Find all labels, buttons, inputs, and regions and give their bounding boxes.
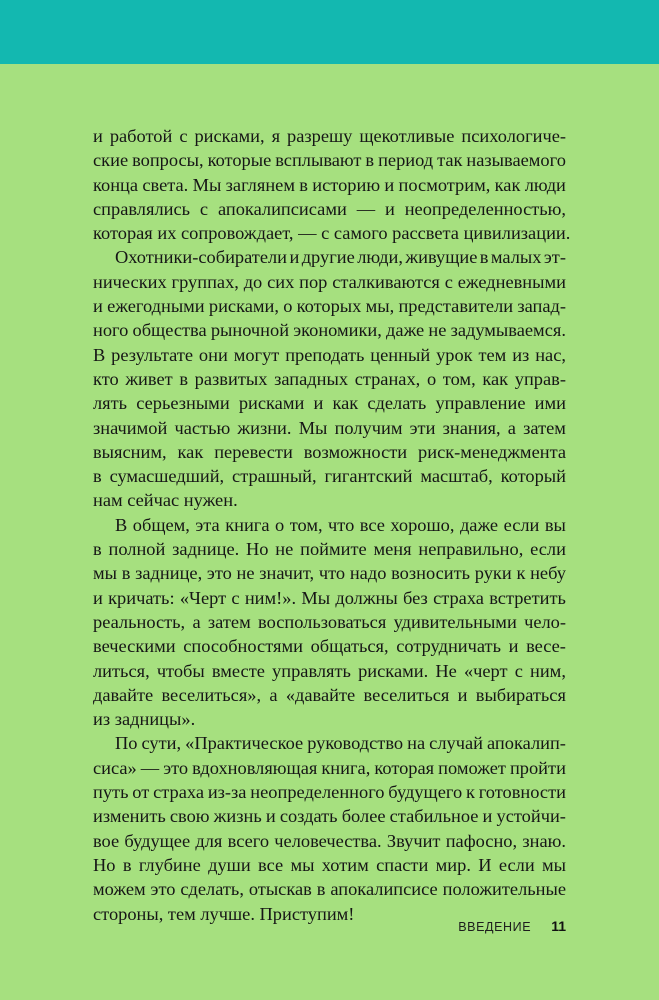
word: рисками, (194, 126, 265, 146)
word: малых (490, 247, 542, 268)
word: которая (374, 757, 435, 778)
word: и (457, 684, 468, 705)
word: души (208, 854, 251, 875)
word: нических (93, 271, 167, 292)
word: называемого (466, 150, 566, 171)
word: частью (174, 417, 231, 438)
word: заднице. (172, 539, 240, 560)
word: получим (334, 417, 403, 438)
word: психологиче- (461, 126, 566, 146)
word: сделать, (180, 879, 244, 900)
word: в (93, 466, 102, 487)
word: руководство (307, 733, 404, 754)
word: не (275, 539, 294, 560)
word: который (500, 466, 566, 487)
text-line (93, 586, 566, 610)
text-line-content: которая их сопровождает, — с самого рассвета цивилизации. (93, 223, 571, 244)
word: посмотрим, (398, 174, 491, 195)
word: создать (279, 806, 338, 827)
word: выбираться (475, 684, 566, 705)
word: путь (93, 782, 129, 803)
page-number: 11 (551, 918, 566, 934)
text-line (93, 367, 566, 391)
word: полной (108, 539, 166, 560)
word: развитых (194, 368, 268, 389)
text-line (93, 853, 566, 877)
word: и (93, 296, 103, 317)
word: заднице, (135, 563, 203, 584)
text-line (93, 659, 566, 683)
word: к (516, 563, 526, 584)
text-line (93, 780, 566, 804)
word: это (163, 757, 189, 778)
word: жизни. (237, 417, 292, 438)
word: Звучит (386, 830, 441, 851)
word: эта (195, 514, 220, 535)
word: веселиться», (161, 684, 262, 705)
text-line-content: из задницы». (93, 709, 196, 730)
word: страха (433, 587, 484, 608)
word: руки (474, 563, 512, 584)
word: люди (524, 174, 566, 195)
word: о (426, 368, 437, 389)
word: хотим (321, 854, 369, 875)
word: все (359, 514, 385, 535)
word: с (444, 271, 453, 292)
word: до (243, 271, 263, 292)
word: веческими (93, 636, 176, 657)
text-line-content: стороны, тем лучше. Приступим! (93, 903, 355, 924)
word: стабильное (389, 806, 479, 827)
word: значимой (93, 417, 168, 438)
word: неправильно, (418, 539, 524, 560)
text-line (93, 537, 566, 561)
word: с (199, 198, 209, 219)
word: — (140, 757, 160, 778)
word: риск-менеджмента (418, 441, 566, 462)
word: вдохновляющая (192, 757, 318, 778)
word: ские (93, 150, 129, 171)
text-line (93, 488, 566, 512)
word: веселиться (363, 684, 450, 705)
word: мы (93, 563, 117, 584)
word: которые (207, 150, 272, 171)
word: из-за (207, 782, 247, 803)
word: знаю. (522, 830, 566, 851)
word: и (265, 806, 276, 827)
word: Мы (192, 174, 222, 195)
word: том, (289, 514, 323, 535)
text-line (93, 683, 566, 707)
word: всего (227, 830, 270, 851)
word: конца (93, 174, 139, 195)
word: встретить (489, 587, 566, 608)
word: это (206, 563, 232, 584)
text-line (93, 610, 566, 634)
word: общества (132, 320, 207, 341)
word: По (115, 733, 138, 754)
word: период (378, 150, 434, 171)
word: В (115, 514, 128, 535)
word: преподать (285, 344, 365, 365)
word: эти (409, 417, 436, 438)
word: будущее (124, 830, 191, 851)
text-line (93, 804, 566, 828)
word: справлялись (93, 198, 191, 219)
word: из (512, 344, 530, 365)
word: разрешу (287, 126, 353, 146)
word: неопределенностью, (404, 198, 566, 219)
word: как (332, 393, 359, 414)
word: том, (442, 368, 476, 389)
word: эт- (543, 247, 566, 268)
word: управ- (514, 368, 566, 389)
word: вопросы, (132, 150, 204, 171)
word: значит, (259, 563, 315, 584)
word: возносить (391, 563, 471, 584)
word: историю (312, 174, 381, 195)
word: если (530, 539, 566, 560)
word: сумасшедший, (109, 466, 225, 487)
word: рисками, (208, 296, 279, 317)
word: знания, (442, 417, 501, 438)
word: ценный (370, 344, 431, 365)
word: и (313, 393, 324, 414)
word: «Практическое (185, 733, 304, 754)
word: положительные (442, 879, 566, 900)
word: страха (153, 782, 204, 803)
word: результате (111, 344, 194, 365)
word: как (482, 368, 509, 389)
word: о (275, 514, 285, 535)
word: ежедневными (457, 271, 566, 292)
word: человечества. (274, 830, 382, 851)
word: общаться, (310, 636, 389, 657)
word: щекотливые (359, 126, 455, 146)
word: пор (299, 271, 328, 292)
text-line (93, 148, 566, 172)
word: апокалипсисами (217, 198, 347, 219)
text-line (93, 464, 566, 488)
word: управлять (272, 660, 351, 681)
word: могут (233, 344, 280, 365)
word: книга, (321, 757, 371, 778)
word: рисками. (358, 660, 429, 681)
word: давайте (93, 684, 154, 705)
word: «Черт (179, 587, 227, 608)
text-line (93, 294, 566, 318)
word: пафосно, (445, 830, 518, 851)
word: хорошо, (390, 514, 455, 535)
word: вместе (211, 660, 265, 681)
word: Охотники-собиратели (115, 247, 288, 268)
body-text (93, 124, 571, 926)
text-line (93, 756, 566, 780)
text-line (93, 513, 566, 537)
word: Мы (301, 587, 331, 608)
word: апокалипсисе (330, 879, 438, 900)
word: сделать (367, 393, 427, 414)
word: ного (93, 320, 129, 341)
running-head: ВВЕДЕНИЕ (458, 920, 532, 934)
text-line (93, 877, 566, 901)
word: даже (386, 320, 425, 341)
word: в (122, 854, 132, 875)
word: с (231, 587, 240, 608)
word: небу (530, 563, 566, 584)
word: Мы (298, 417, 328, 438)
text-line (93, 440, 566, 464)
word: без (403, 587, 428, 608)
word: перевести (214, 441, 293, 462)
word: общем, (132, 514, 190, 535)
word: даже (459, 514, 499, 535)
word: гигантский (324, 466, 413, 487)
word: страшный, (232, 466, 317, 487)
text-line (93, 318, 566, 342)
word: экономики, (293, 320, 382, 341)
word: и (384, 174, 395, 195)
word: и (482, 806, 493, 827)
word: «черт (463, 660, 508, 681)
text-line (93, 270, 566, 294)
word: и (384, 198, 395, 219)
word: запад- (517, 296, 566, 317)
text-line (93, 197, 566, 221)
word: чело- (524, 611, 566, 632)
word: случай (429, 733, 483, 754)
word: для (195, 830, 223, 851)
word: а (507, 417, 516, 438)
word: можем (93, 879, 146, 900)
word: ими (534, 393, 566, 414)
word: в (316, 879, 326, 900)
word: сотрудничать (396, 636, 501, 657)
word: воспользоваться (258, 611, 387, 632)
word: ним, (530, 660, 566, 681)
word: масштаб, (420, 466, 493, 487)
word: так (437, 150, 463, 171)
word: весе- (526, 636, 566, 657)
word: если (503, 514, 540, 535)
word: литься, (93, 660, 150, 681)
text-line (93, 124, 566, 148)
text-line (93, 707, 566, 731)
word: В (93, 344, 106, 365)
text-line (93, 173, 566, 197)
word: книга (225, 514, 270, 535)
text-line (93, 416, 566, 440)
word: и (93, 587, 103, 608)
word: выясним, (93, 441, 167, 462)
word: Не (435, 660, 457, 681)
word: надо (349, 563, 387, 584)
word: сих (267, 271, 295, 292)
word: задумываемся. (450, 320, 566, 341)
word: устойчи- (496, 806, 566, 827)
word: мы (290, 854, 315, 875)
word: света. (142, 174, 189, 195)
word: я (271, 126, 281, 146)
word: не (236, 563, 255, 584)
word: способностями (183, 636, 303, 657)
word: в (479, 247, 489, 268)
word: ним!». (244, 587, 297, 608)
word: странах, (354, 368, 421, 389)
word: а (269, 684, 278, 705)
word: глубине (138, 854, 201, 875)
word: они (198, 344, 228, 365)
word: в (299, 174, 308, 195)
word: Но (246, 539, 269, 560)
word: вое (93, 830, 120, 851)
word: заглянем (225, 174, 295, 195)
word: затем (207, 611, 251, 632)
word: нас, (535, 344, 566, 365)
word: жизнь (213, 806, 262, 827)
word: как (494, 174, 521, 195)
word: реальность, (93, 611, 186, 632)
text-line (93, 829, 566, 853)
word: о (283, 296, 293, 317)
word: всплывают (275, 150, 362, 171)
word: меня (373, 539, 412, 560)
word: Но (93, 854, 116, 875)
text-line-content: нам сейчас нужен. (93, 490, 238, 511)
text-line (93, 343, 566, 367)
word: рыночной (210, 320, 290, 341)
word: что (328, 514, 355, 535)
word: на (407, 733, 426, 754)
word: от (132, 782, 150, 803)
word: серьезными (136, 393, 230, 414)
text-line (93, 391, 566, 415)
word: апокалип- (487, 733, 566, 754)
word: если (498, 854, 535, 875)
word: в (121, 563, 131, 584)
word: в (179, 368, 189, 389)
word: лять (93, 393, 128, 414)
word: вы (544, 514, 566, 535)
word: рисками (238, 393, 305, 414)
word: не (428, 320, 447, 341)
word: И (478, 854, 492, 875)
word: свою (169, 806, 210, 827)
word: кто (93, 368, 119, 389)
word: сталкиваются (332, 271, 440, 292)
word: изменить (93, 806, 166, 827)
text-line (93, 731, 566, 755)
word: западных (274, 368, 349, 389)
word: что (318, 563, 346, 584)
word: сиса» (93, 757, 137, 778)
word: сути, (141, 733, 182, 754)
word: неопределенного (250, 782, 385, 803)
word: мир. (435, 854, 471, 875)
text-line (93, 245, 566, 269)
word: чтобы (156, 660, 205, 681)
word: работой (109, 126, 173, 146)
word: живет (125, 368, 173, 389)
word: и (289, 247, 300, 268)
word: другие (301, 247, 355, 268)
word: поймите (300, 539, 367, 560)
word: с (514, 660, 523, 681)
word: это (150, 879, 176, 900)
word: а (192, 611, 201, 632)
word: возможности (303, 441, 408, 462)
text-line (93, 561, 566, 585)
word: мы, (365, 296, 395, 317)
word: мы (542, 854, 566, 875)
word: в (365, 150, 375, 171)
word: спасти (376, 854, 429, 875)
text-line (93, 221, 571, 245)
word: тем (478, 344, 507, 365)
top-color-band (0, 0, 659, 64)
word: управление (435, 393, 526, 414)
word: более (341, 806, 386, 827)
word: ежегодными (107, 296, 205, 317)
text-line (93, 634, 566, 658)
word: живущие (405, 247, 478, 268)
word: урок (436, 344, 473, 365)
word: с (179, 126, 188, 146)
word: затем (523, 417, 566, 438)
word: люди, (357, 247, 403, 268)
word: кричать: (108, 587, 175, 608)
word: все (258, 854, 284, 875)
word: отыскав (248, 879, 312, 900)
word: группах, (171, 271, 239, 292)
word: и (508, 636, 519, 657)
word: будущего (388, 782, 463, 803)
word: удивительными (393, 611, 517, 632)
word: пройти (509, 757, 566, 778)
word: представители (398, 296, 514, 317)
word: поможет (438, 757, 506, 778)
word: «давайте (285, 684, 356, 705)
word: и (93, 126, 103, 146)
word: в (93, 539, 102, 560)
word: как (177, 441, 204, 462)
word: должны (335, 587, 398, 608)
word: готовности (478, 782, 566, 803)
page-footer (458, 918, 566, 934)
word: которых (296, 296, 362, 317)
word: к (465, 782, 475, 803)
word: — (356, 198, 376, 219)
